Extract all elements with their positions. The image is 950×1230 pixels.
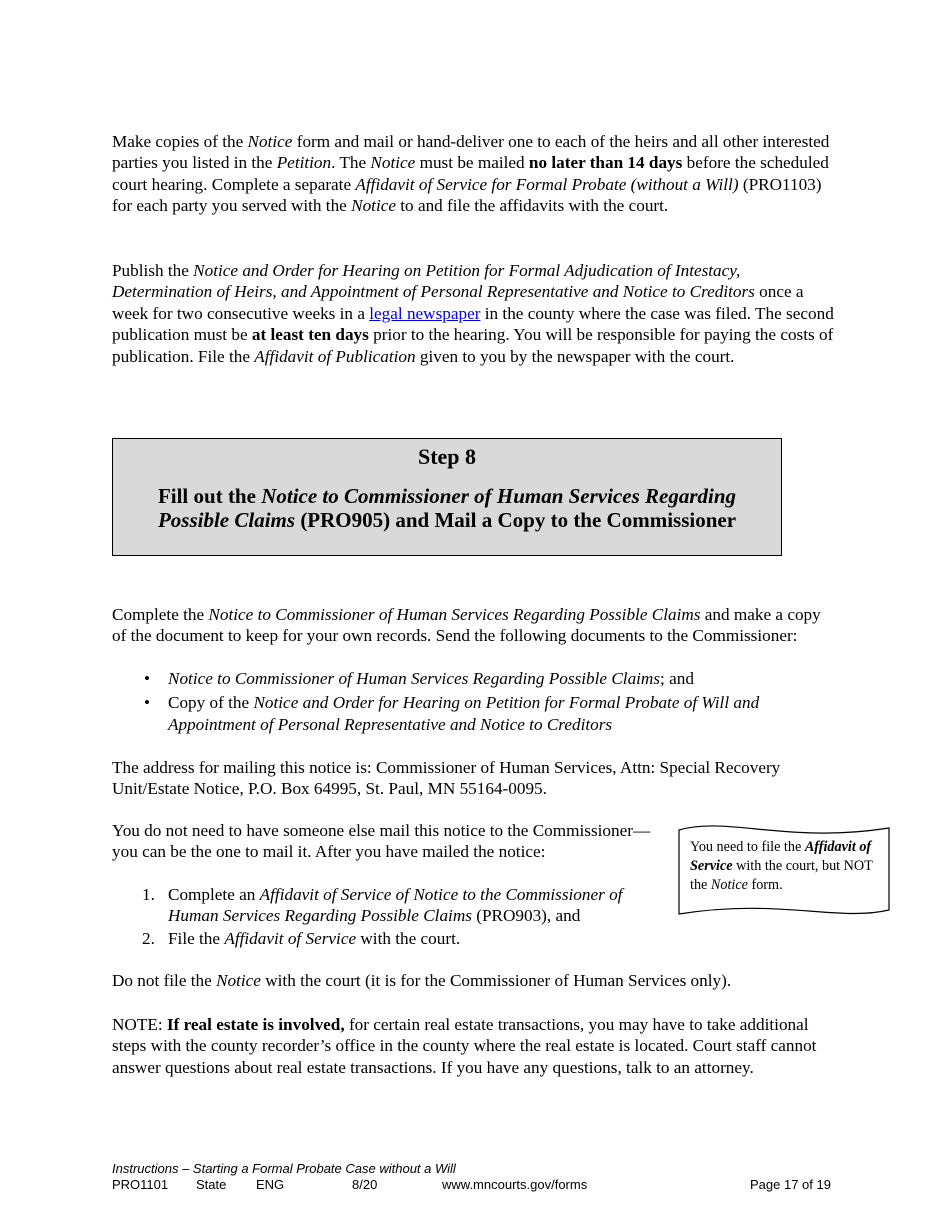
italic-text: Affidavit of Service for Formal Probate (without a Will) bbox=[355, 174, 739, 194]
text: form and mail or hand-deliver one to each of the heirs and all other interested parties you listed in the bbox=[112, 132, 830, 173]
bold-text: no later than 14 days bbox=[528, 153, 683, 173]
text: (PRO903), and bbox=[471, 906, 581, 926]
mailing-paragraph bbox=[112, 820, 652, 863]
footer-date: 8/20 bbox=[352, 1177, 378, 1192]
text: to and file the affidavits with the court. bbox=[395, 196, 669, 216]
italic-text: Notice bbox=[216, 971, 261, 990]
documents-list bbox=[142, 668, 842, 735]
italic-text: Affidavit of Service of Notice to the Commissioner of Human Services Regarding Possible Claims bbox=[168, 885, 623, 926]
real-estate-note-paragraph bbox=[112, 1014, 838, 1078]
text: Fill out the bbox=[157, 484, 262, 508]
text: ; and bbox=[660, 669, 694, 688]
callout-text bbox=[690, 838, 886, 895]
bullet-marker: • bbox=[144, 693, 151, 713]
step-subtitle bbox=[113, 484, 781, 532]
text: NOTE: bbox=[112, 1015, 167, 1034]
italic-text: Notice to Commissioner of Human Services Regarding Possible Claims bbox=[157, 484, 737, 532]
text: Publish the bbox=[112, 261, 194, 280]
publish-paragraph bbox=[112, 260, 838, 367]
text: must be mailed bbox=[415, 153, 529, 173]
text: with the court, but NOT the bbox=[690, 858, 873, 893]
text: Do not file the bbox=[112, 971, 217, 990]
text: Make copies of the bbox=[112, 132, 248, 151]
footer-state: State bbox=[196, 1177, 227, 1192]
step-title: Step 8 bbox=[417, 444, 477, 469]
bullet-marker: • bbox=[144, 669, 151, 688]
footer-language: ENG bbox=[256, 1177, 285, 1192]
after-mailing-steps bbox=[142, 884, 662, 949]
list-item bbox=[142, 884, 662, 927]
text: in the county where the case was filed. The second publication must be bbox=[112, 303, 834, 345]
footer-page-number: Page 17 of 19 bbox=[750, 1177, 831, 1192]
callout-note bbox=[678, 822, 890, 918]
italic-text: Notice bbox=[370, 153, 416, 173]
text: given to you by the newspaper with the court. bbox=[415, 346, 735, 366]
complete-notice-paragraph bbox=[112, 604, 838, 647]
text: once a week for two consecutive weeks in a bbox=[112, 282, 804, 323]
text: prior to the hearing. You will be responsible for paying the costs of publication. File the bbox=[112, 325, 834, 366]
italic-text: Notice bbox=[247, 132, 293, 151]
number-marker: 2. bbox=[142, 928, 155, 948]
text: before the scheduled court hearing. Complete a separate bbox=[112, 153, 829, 194]
text: Copy of the bbox=[168, 693, 254, 713]
text: and make a copy of the document to keep for your own records. Send the following documents to the Commissioner: bbox=[112, 605, 821, 646]
text: File the bbox=[168, 928, 225, 948]
text: form. bbox=[747, 877, 783, 893]
do-not-file-paragraph bbox=[112, 970, 838, 991]
text: Complete the bbox=[112, 605, 209, 624]
address-paragraph bbox=[112, 757, 838, 800]
italic-text: Notice and Order for Hearing on Petition for Formal Probate of Will and Appointment of Personal Representative and Notice to Creditors bbox=[168, 693, 760, 734]
legal-newspaper-link[interactable]: legal newspaper bbox=[369, 303, 481, 323]
text: for certain real estate transactions, you may have to take additional steps with the county recorder’s office in the county where the real estate is located. Court staff cannot answer questions about real estate transactions. If you have any questions, talk to an attorney. bbox=[112, 1015, 817, 1077]
italic-text: Notice bbox=[351, 196, 396, 216]
italic-text: Petition bbox=[276, 153, 332, 173]
list-item bbox=[142, 928, 662, 949]
number-marker: 1. bbox=[142, 885, 155, 904]
list-item bbox=[142, 692, 842, 735]
text: with the court. bbox=[356, 928, 461, 948]
page-footer bbox=[112, 1161, 842, 1193]
italic-text: Notice to Commissioner of Human Services Regarding Possible Claims bbox=[208, 605, 701, 624]
text: You need to file the bbox=[690, 839, 805, 855]
text: You do not need to have someone else mail this notice to the Commissioner—you can be the one to mail it. After you have mailed the notice: bbox=[112, 821, 651, 862]
list-item bbox=[142, 668, 842, 689]
footer-form-number: PRO1101 bbox=[112, 1177, 169, 1192]
copies-paragraph bbox=[112, 131, 838, 217]
text: The address for mailing this notice is: Commissioner of Human Services, Attn: Special Recovery Unit/Estate Notice, P.O. Box 64995, St. Paul, MN 55164-0095. bbox=[112, 758, 781, 799]
text: (PRO1103) for each party you served with the bbox=[112, 174, 822, 216]
italic-text: Notice bbox=[710, 877, 748, 893]
text: (PRO905) and Mail a Copy to the Commissioner bbox=[295, 508, 737, 532]
footer-title: Instructions – Starting a Formal Probate Case without a Will bbox=[112, 1161, 456, 1176]
step-heading-box bbox=[112, 438, 782, 556]
text: with the court (it is for the Commissioner of Human Services only). bbox=[260, 971, 732, 990]
italic-text: Affidavit of Publication bbox=[254, 346, 416, 366]
italic-text: Affidavit of Service bbox=[224, 928, 357, 948]
italic-text: Notice to Commissioner of Human Services Regarding Possible Claims bbox=[168, 669, 661, 688]
text: . The bbox=[331, 153, 371, 173]
bold-italic-text: Affidavit of Service bbox=[690, 839, 872, 874]
footer-url: www.mncourts.gov/forms bbox=[442, 1177, 588, 1192]
italic-text: Notice and Order for Hearing on Petition for Formal Adjudication of Intestacy, Determination of Heirs, and Appointment of Personal Representative and Notice to Creditors bbox=[112, 261, 755, 302]
text: Complete an bbox=[168, 885, 260, 904]
bold-text: If real estate is involved, bbox=[166, 1015, 345, 1034]
bold-text: at least ten days bbox=[251, 325, 369, 345]
